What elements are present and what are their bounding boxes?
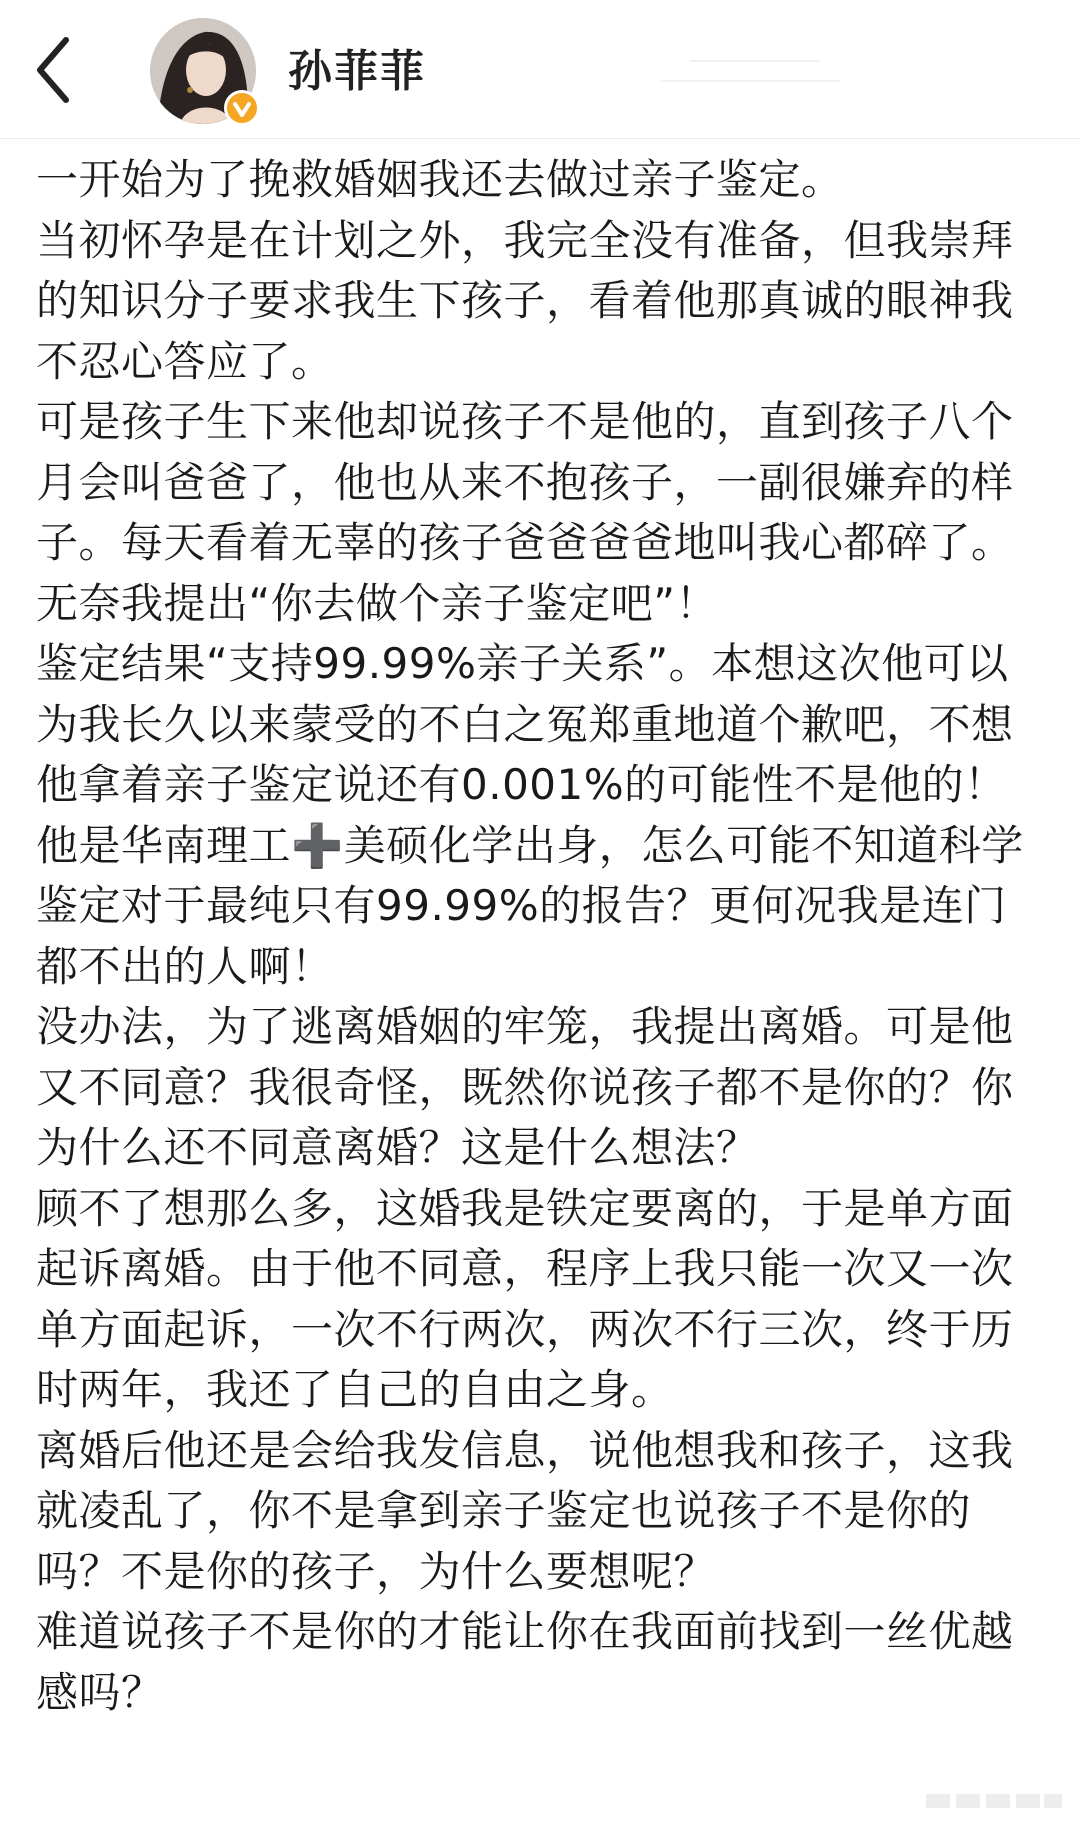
verified-badge bbox=[224, 90, 260, 126]
divider bbox=[660, 80, 840, 82]
username[interactable]: 孙菲菲 bbox=[288, 46, 426, 97]
avatar[interactable] bbox=[150, 18, 258, 126]
verified-v-icon bbox=[227, 93, 257, 123]
chevron-left-icon bbox=[30, 30, 100, 110]
post-paragraph: 鉴定结果“支持99.99%亲子关系”。本想这次他可以为我长久以来蒙受的不白之冤郑重地道个歉吧，不想他拿着亲子鉴定说还有0.001%的可能性不是他的！他是华南理工➕美硕化学出身，怎么可能不知道科学鉴定对于最纯只有99.99%的报告？更何况我是连门都不出的人啊！ bbox=[36, 639, 1024, 991]
post-paragraph: 无奈我提出“你去做个亲子鉴定吧”！ bbox=[36, 578, 719, 628]
post-paragraph: 没办法，为了逃离婚姻的牢笼，我提出离婚。可是他又不同意？我很奇怪，既然你说孩子都不是你的？你为什么还不同意离婚？这是什么想法？ bbox=[36, 1002, 1014, 1172]
post-paragraph: 顾不了想那么多，这婚我是铁定要离的，于是单方面起诉离婚。由于他不同意，程序上我只能一次又一次单方面起诉，一次不行两次，两次不行三次，终于历时两年，我还了自己的自由之身。 bbox=[36, 1183, 1014, 1414]
post-paragraph: 难道说孩子不是你的才能让你在我面前找到一丝优越感吗？ bbox=[36, 1607, 1014, 1717]
post-paragraph: 当初怀孕是在计划之外，我完全没有准备，但我崇拜的知识分子要求我生下孩子，看着他那真诚的眼神我不忍心答应了。 bbox=[36, 215, 1014, 386]
top-nav-bar bbox=[0, 0, 1080, 139]
post-paragraph: 离婚后他还是会给我发信息，说他想我和孩子，这我就凌乱了，你不是拿到亲子鉴定也说孩子不是你的吗？不是你的孩子，为什么要想呢？ bbox=[36, 1425, 1014, 1596]
post-body bbox=[36, 150, 1048, 1723]
post-paragraph: 一开始为了挽救婚姻我还去做过亲子鉴定。 bbox=[36, 155, 844, 204]
post-paragraph: 可是孩子生下来他却说孩子不是他的，直到孩子八个月会叫爸爸了，他也从来不抱孩子，一副很嫌弃的样子。每天看着无辜的孩子爸爸爸爸地叫我心都碎了。 bbox=[36, 397, 1014, 567]
watermark bbox=[926, 1788, 1066, 1812]
back-button[interactable] bbox=[30, 30, 100, 110]
divider bbox=[690, 60, 820, 62]
